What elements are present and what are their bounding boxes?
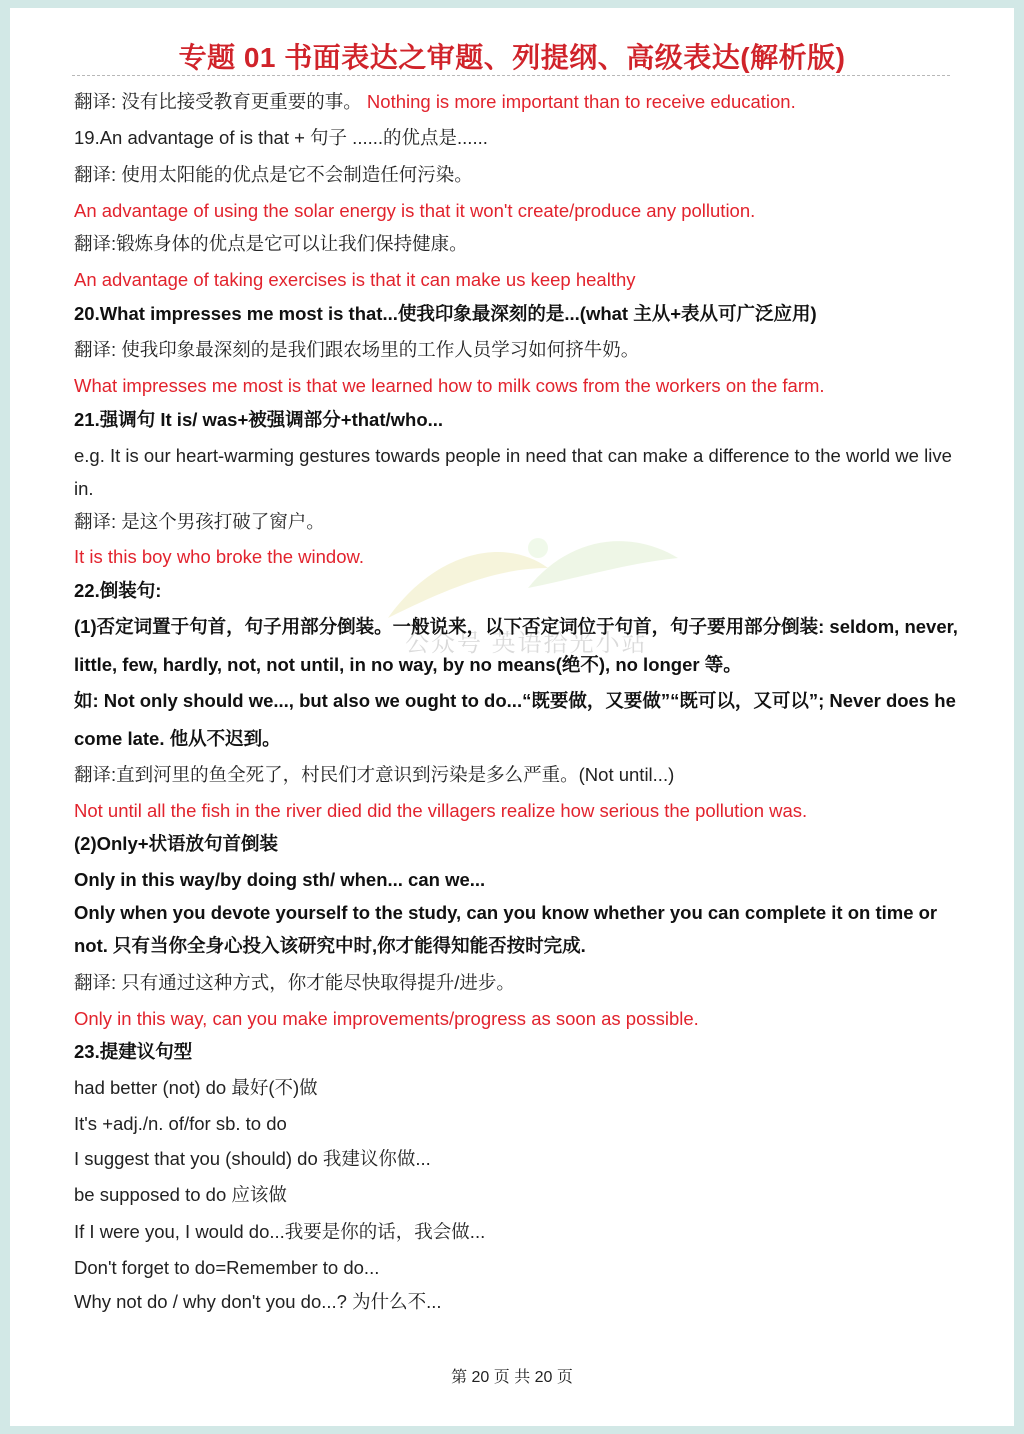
section-heading: 22.倒装句:	[74, 580, 162, 601]
section-heading: 20.What impresses me most is that...使我印象最深刻的是...(what 主从+表从可广泛应用)	[74, 303, 817, 324]
text-line: 翻译:锻炼身体的优点是它可以让我们保持健康。	[74, 233, 468, 254]
document-page	[10, 8, 1014, 1426]
text-line: 翻译: 使我印象最深刻的是我们跟农场里的工作人员学习如何挤牛奶。	[74, 339, 640, 360]
answer-line: What impresses me most is that we learned how to milk cows from the workers on the farm.	[74, 375, 825, 396]
example-paragraph: e.g. It is our heart-warming gestures towards people in need that can make a difference to the world we live in.	[74, 445, 952, 499]
answer-line: An advantage of using the solar energy is that it won't create/produce any pollution.	[74, 200, 756, 221]
text-line: 翻译: 使用太阳能的优点是它不会制造任何污染。	[74, 164, 473, 185]
text-line: If I were you, I would do...我要是你的话，我会做...	[74, 1221, 486, 1242]
text-line: Don't forget to do=Remember to do...	[74, 1257, 380, 1278]
text-line: 19.An advantage of is that + 句子 ......的优点是......	[74, 127, 488, 148]
title-divider	[72, 75, 950, 76]
rule-paragraph: (1)否定词置于句首，句子用部分倒装。一般说来，以下否定词位于句首，句子要用部分倒装: seldom, never, little, few, hardly, not, not until, in no way, by no means(绝不), no longer 等。	[74, 616, 958, 675]
text-line: 翻译:直到河里的鱼全死了，村民们才意识到污染是多么严重。(Not until...)	[74, 764, 675, 785]
rule-paragraph: Only when you devote yourself to the study, can you know whether you can complete it on time or not. 只有当你全身心投入该研究中时,你才能得知能否按时完成.	[74, 902, 938, 956]
answer-line: Not until all the fish in the river died did the villagers realize how serious the pollution was.	[74, 800, 808, 821]
answer-line: An advantage of taking exercises is that it can make us keep healthy	[74, 269, 636, 290]
text-line: 翻译: 是这个男孩打破了窗户。	[74, 511, 325, 532]
section-heading: 23.提建议句型	[74, 1041, 193, 1062]
text-line	[74, 90, 962, 114]
page-title: 专题 01 书面表达之审题、列提纲、高级表达(解析版)	[178, 42, 846, 73]
answer-line: Only in this way, can you make improvements/progress as soon as possible.	[74, 1008, 699, 1029]
translation-prompt: 翻译: 没有比接受教育更重要的事。	[74, 91, 362, 112]
text-line: It's +adj./n. of/for sb. to do	[74, 1113, 287, 1134]
text-line: be supposed to do 应该做	[74, 1184, 287, 1205]
section-heading: (2)Only+状语放句首倒装	[74, 833, 279, 854]
text-line: 翻译: 只有通过这种方式，你才能尽快取得提升/进步。	[74, 972, 515, 993]
text-line: had better (not) do 最好(不)做	[74, 1077, 318, 1098]
answer-text: Nothing is more important than to receive education.	[366, 91, 796, 112]
text-line: Why not do / why don't you do...? 为什么不...	[74, 1291, 442, 1312]
rule-paragraph: 如: Not only should we..., but also we ought to do...“既要做，又要做”“既可以，又可以”; Never does he come late. 他从不迟到。	[74, 690, 956, 749]
watermark-text: 公众号 英语拾光小站	[405, 630, 648, 657]
page-footer: 第 20 页 共 20 页	[451, 1369, 573, 1386]
answer-line: It is this boy who broke the window.	[74, 546, 364, 567]
text-line: I suggest that you (should) do 我建议你做...	[74, 1148, 431, 1169]
text-line: Only in this way/by doing sth/ when... can we...	[74, 869, 486, 890]
section-heading: 21.强调句 It is/ was+被强调部分+that/who...	[74, 409, 444, 430]
